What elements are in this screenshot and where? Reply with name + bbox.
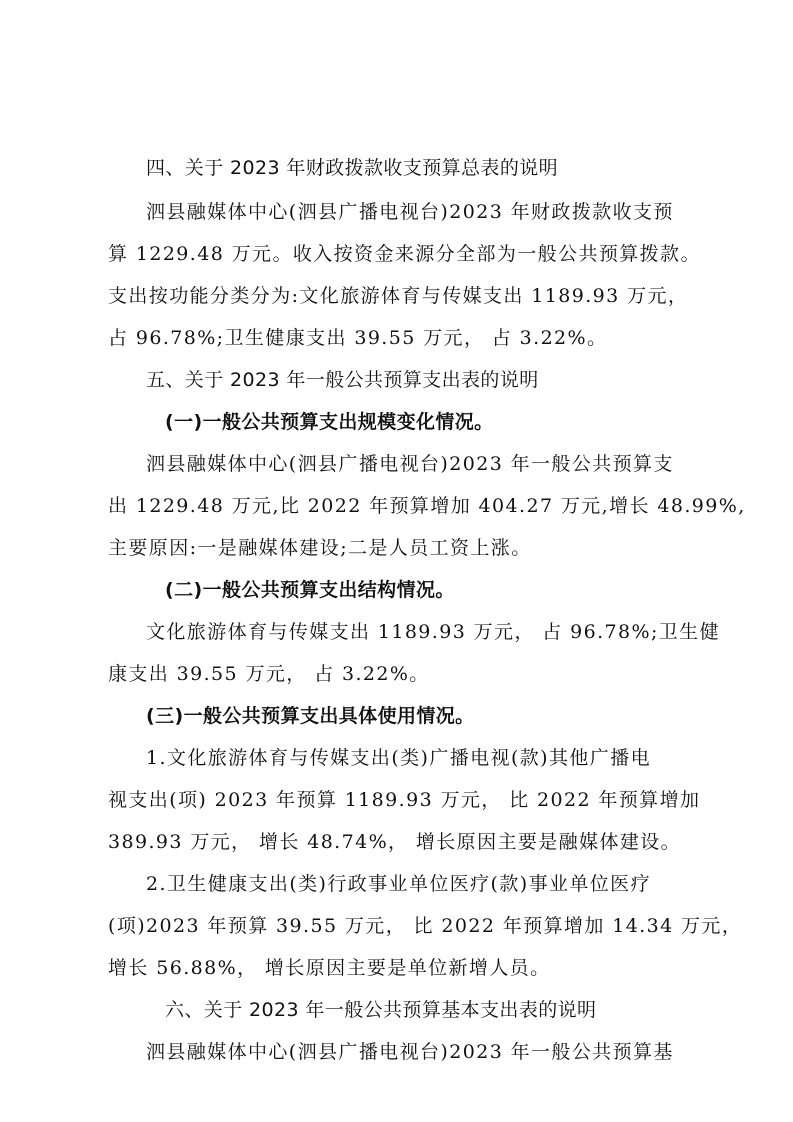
paragraph-line: 支出按功能分类分为:文化旅游体育与传媒支出 1189.93 万元， — [108, 285, 689, 307]
paragraph-line: (项)2023 年预算 39.55 万元， 比 2022 年预算增加 14.34 万元， — [108, 915, 743, 937]
paragraph-line: 康支出 39.55 万元， 占 3.22%。 — [108, 663, 430, 685]
subsection-heading-1: (一)一般公共预算支出规模变化情况。 — [165, 411, 494, 433]
paragraph-line: 泗县融媒体中心(泗县广播电视台)2023 年一般公共预算基 — [146, 1041, 674, 1063]
paragraph-line: 文化旅游体育与传媒支出 1189.93 万元， 占 96.78%;卫生健 — [146, 621, 720, 643]
section-heading-4: 四、关于 2023 年财政拨款收支预算总表的说明 — [146, 157, 559, 179]
paragraph-line: 视支出(项) 2023 年预算 1189.93 万元， 比 2022 年预算增加 — [108, 789, 701, 811]
paragraph-line: 增长 56.88%， 增长原因主要是单位新增人员。 — [108, 957, 551, 979]
paragraph-line: 主要原因:一是融媒体建设;二是人员工资上涨。 — [108, 537, 532, 559]
paragraph-line: 算 1229.48 万元。收入按资金来源分全部为一般公共预算拨款。 — [108, 243, 701, 265]
subsection-heading-3: (三)一般公共预算支出具体使用情况。 — [146, 705, 475, 727]
section-heading-5: 五、关于 2023 年一般公共预算支出表的说明 — [146, 369, 539, 391]
section-heading-6: 六、关于 2023 年一般公共预算基本支出表的说明 — [165, 999, 597, 1021]
paragraph-line: 泗县融媒体中心(泗县广播电视台)2023 年一般公共预算支 — [146, 453, 674, 475]
paragraph-line: 泗县融媒体中心(泗县广播电视台)2023 年财政拨款收支预 — [146, 201, 674, 223]
paragraph-line: 1.文化旅游体育与传媒支出(类)广播电视(款)其他广播电 — [146, 747, 651, 769]
subsection-heading-2: (二)一般公共预算支出结构情况。 — [165, 579, 455, 601]
paragraph-line: 出 1229.48 万元,比 2022 年预算增加 404.27 万元,增长 48.99%, — [108, 495, 746, 517]
paragraph-line: 占 96.78%;卫生健康支出 39.55 万元， 占 3.22%。 — [108, 327, 608, 349]
paragraph-line: 389.93 万元， 增长 48.74%， 增长原因主要是融媒体建设。 — [108, 831, 682, 853]
paragraph-line: 2.卫生健康支出(类)行政事业单位医疗(款)事业单位医疗 — [146, 873, 651, 895]
